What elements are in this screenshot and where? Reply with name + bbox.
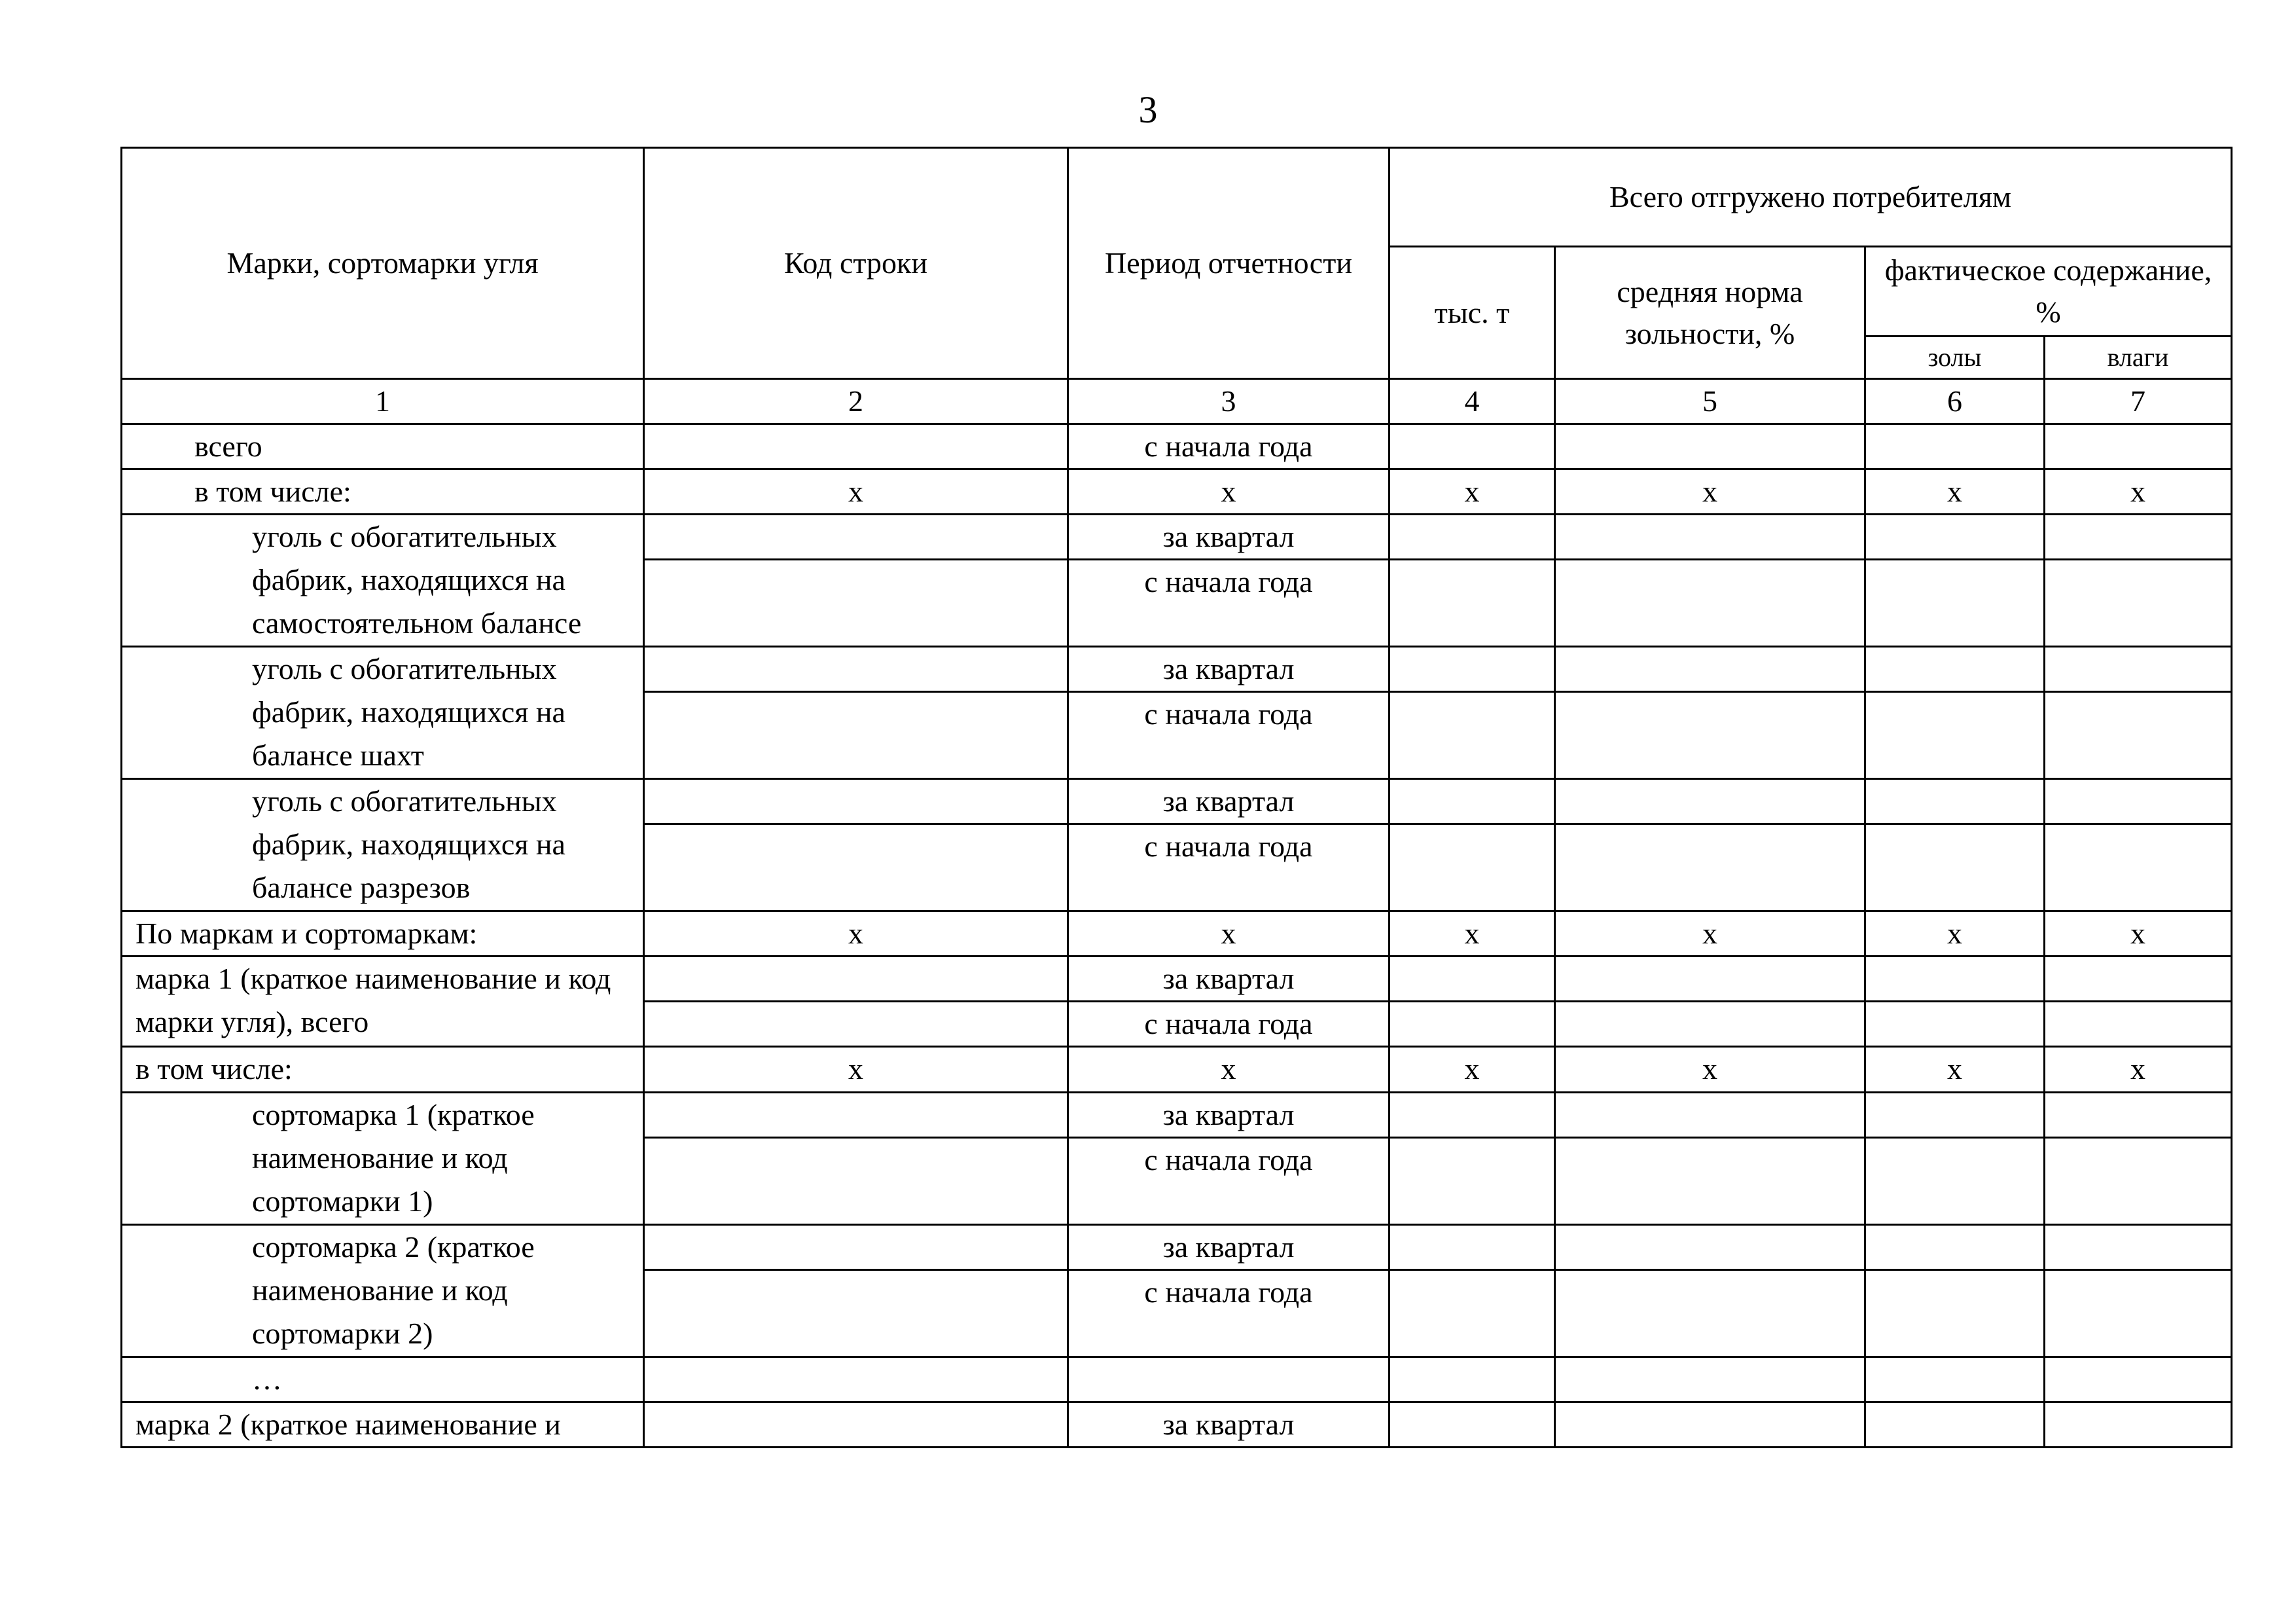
cell-period: с начала года <box>1068 424 1390 469</box>
cell-value <box>1865 692 2045 779</box>
cell-value <box>1555 647 1865 692</box>
cell-value <box>1555 1138 1865 1225</box>
header-moisture: влаги <box>2045 337 2232 379</box>
col-number: 2 <box>644 379 1068 424</box>
cell-x: х <box>644 469 1068 515</box>
cell-period: за квартал <box>1068 1093 1390 1138</box>
cell-value <box>1390 779 1555 824</box>
cell-period: за квартал <box>1068 647 1390 692</box>
header-thousand-t: тыс. т <box>1390 247 1555 379</box>
cell-value <box>1555 515 1865 560</box>
cell-value <box>1390 1093 1555 1138</box>
cell-x: х <box>1865 469 2045 515</box>
header-code: Код строки <box>644 148 1068 379</box>
cell-value <box>2045 515 2232 560</box>
cell-value <box>1555 779 1865 824</box>
cell-value <box>2045 1138 2232 1225</box>
cell-value <box>1390 560 1555 647</box>
page-number: 3 <box>1138 88 1158 131</box>
cell-code <box>644 1402 1068 1448</box>
cell-value <box>1390 1138 1555 1225</box>
cell-code <box>644 1138 1068 1225</box>
cell-value <box>1390 824 1555 911</box>
cell-value <box>1865 1270 2045 1357</box>
cell-x: х <box>1555 469 1865 515</box>
cell-code <box>644 824 1068 911</box>
cell-value <box>1555 692 1865 779</box>
cell-value <box>1555 957 1865 1002</box>
cell-value <box>1555 1402 1865 1448</box>
cell-x: х <box>1865 911 2045 957</box>
cell-code <box>644 779 1068 824</box>
cell-code <box>644 1357 1068 1402</box>
cell-value <box>1555 424 1865 469</box>
cell-value <box>1555 824 1865 911</box>
cell-code <box>644 515 1068 560</box>
cell-value <box>2045 1357 2232 1402</box>
cell-code <box>644 424 1068 469</box>
cell-value <box>2045 424 2232 469</box>
cell-value <box>1865 1002 2045 1047</box>
cell-period: с начала года <box>1068 1002 1390 1047</box>
header-period: Период отчетности <box>1068 148 1390 379</box>
coal-shipment-table <box>120 147 2233 1448</box>
cell-value <box>1390 692 1555 779</box>
row-label-including-2: в том числе: <box>122 1047 644 1093</box>
cell-x: х <box>1068 911 1390 957</box>
cell-value <box>2045 560 2232 647</box>
cell-x: х <box>644 1047 1068 1093</box>
col-number: 5 <box>1555 379 1865 424</box>
cell-code <box>644 1093 1068 1138</box>
cell-x: х <box>1555 911 1865 957</box>
row-label-by-brands: По маркам и сортомаркам: <box>122 911 644 957</box>
cell-x: х <box>1390 911 1555 957</box>
cell-code <box>644 647 1068 692</box>
cell-period: с начала года <box>1068 824 1390 911</box>
cell-value <box>1390 424 1555 469</box>
cell-period: за квартал <box>1068 515 1390 560</box>
cell-x: х <box>2045 1047 2232 1093</box>
cell-value <box>1390 1225 1555 1270</box>
cell-value <box>1865 560 2045 647</box>
col-number: 7 <box>2045 379 2232 424</box>
cell-value <box>1555 560 1865 647</box>
row-label-group-a: уголь с обогатительных фабрик, находящихся на самостоятельном балансе <box>122 515 644 647</box>
col-number: 6 <box>1865 379 2045 424</box>
col-number: 4 <box>1390 379 1555 424</box>
col-number: 1 <box>122 379 644 424</box>
cell-value <box>1555 1093 1865 1138</box>
row-label-group-c: уголь с обогатительных фабрик, находящихся на балансе разрезов <box>122 779 644 911</box>
cell-value <box>2045 1093 2232 1138</box>
cell-period: за квартал <box>1068 957 1390 1002</box>
cell-value <box>1390 957 1555 1002</box>
cell-value <box>1390 1357 1555 1402</box>
cell-value <box>1555 1002 1865 1047</box>
row-label-total: всего <box>122 424 644 469</box>
cell-period: за квартал <box>1068 1225 1390 1270</box>
cell-value <box>1865 957 2045 1002</box>
cell-code <box>644 1002 1068 1047</box>
cell-value <box>1555 1357 1865 1402</box>
header-avg-ash: средняя норма зольности, % <box>1555 247 1865 379</box>
cell-value <box>1865 1402 2045 1448</box>
header-actual-group: фактическое содержание, % <box>1865 247 2232 337</box>
row-label-group-b: уголь с обогатительных фабрик, находящихся на балансе шахт <box>122 647 644 779</box>
cell-x: х <box>1068 469 1390 515</box>
cell-value <box>1865 515 2045 560</box>
cell-value <box>1390 647 1555 692</box>
cell-value <box>2045 1270 2232 1357</box>
cell-value <box>1390 1402 1555 1448</box>
cell-x: х <box>644 911 1068 957</box>
header-ash: золы <box>1865 337 2045 379</box>
cell-value <box>1390 1270 1555 1357</box>
cell-value <box>1390 1002 1555 1047</box>
cell-x: х <box>1390 1047 1555 1093</box>
cell-x: х <box>1068 1047 1390 1093</box>
cell-period: за квартал <box>1068 779 1390 824</box>
cell-value <box>2045 692 2232 779</box>
cell-value <box>1555 1270 1865 1357</box>
cell-period: за квартал <box>1068 1402 1390 1448</box>
cell-value <box>2045 1002 2232 1047</box>
row-label-sort-1: сортомарка 1 (краткое наименование и код сортомарки 1) <box>122 1093 644 1225</box>
cell-code <box>644 957 1068 1002</box>
row-label-brand-2: марка 2 (краткое наименование и <box>122 1402 644 1448</box>
cell-code <box>644 560 1068 647</box>
cell-value <box>2045 647 2232 692</box>
cell-x: х <box>1390 469 1555 515</box>
cell-period: с начала года <box>1068 1270 1390 1357</box>
cell-x: х <box>2045 911 2232 957</box>
header-shipped-group: Всего отгружено потребителям <box>1390 148 2232 247</box>
cell-value <box>1555 1225 1865 1270</box>
row-label-including: в том числе: <box>122 469 644 515</box>
cell-value <box>1865 1225 2045 1270</box>
cell-period <box>1068 1357 1390 1402</box>
cell-value <box>2045 779 2232 824</box>
cell-code <box>644 692 1068 779</box>
cell-period: с начала года <box>1068 1138 1390 1225</box>
cell-period: с начала года <box>1068 692 1390 779</box>
cell-value <box>1390 515 1555 560</box>
cell-x: х <box>1865 1047 2045 1093</box>
cell-value <box>1865 1093 2045 1138</box>
cell-value <box>1865 1138 2045 1225</box>
cell-value <box>2045 957 2232 1002</box>
cell-value <box>1865 824 2045 911</box>
row-label-sort-2: сортомарка 2 (краткое наименование и код сортомарки 2) <box>122 1225 644 1357</box>
col-number: 3 <box>1068 379 1390 424</box>
cell-period: с начала года <box>1068 560 1390 647</box>
cell-value <box>1865 779 2045 824</box>
cell-value <box>2045 1402 2232 1448</box>
cell-value <box>1865 647 2045 692</box>
row-label-ellipsis: … <box>122 1357 644 1402</box>
cell-value <box>1865 424 2045 469</box>
cell-code <box>644 1270 1068 1357</box>
cell-x: х <box>2045 469 2232 515</box>
cell-x: х <box>1555 1047 1865 1093</box>
row-label-brand-1: марка 1 (краткое наименование и код марки угля), всего <box>122 957 644 1047</box>
cell-value <box>2045 824 2232 911</box>
header-brands: Марки, сортомарки угля <box>122 148 644 379</box>
cell-value <box>1865 1357 2045 1402</box>
cell-code <box>644 1225 1068 1270</box>
cell-value <box>2045 1225 2232 1270</box>
